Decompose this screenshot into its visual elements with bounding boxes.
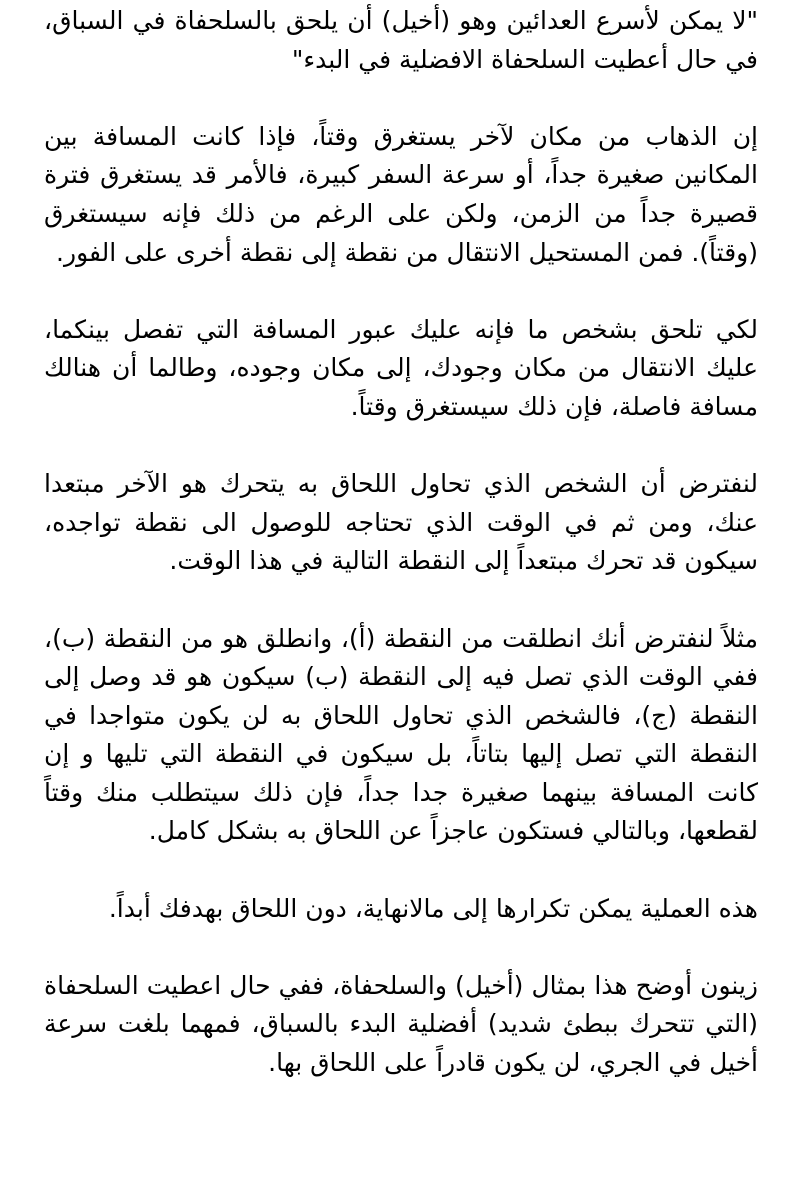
- paragraph-quote: "لا يمكن لأسرع العدائين وهو (أخيل) أن يلحق بالسلحفاة في السباق، في حال أعطيت السلحفاة الافضلية في البدء": [44, 6, 758, 74]
- paragraph: مثلاً لنفترض أنك انطلقت من النقطة (أ)، وانطلق هو من النقطة (ب)، ففي الوقت الذي تصل فيه إلى النقطة (ب) سيكون هو قد وصل إلى النقطة (ج)، فالشخص الذي تحاول اللحاق به لن يكون متواجدا في النقطة التي تصل إليها بتاتاً، بل سيكون في النقطة التي تليها و إن كانت المسافة بينهما صغيرة جدا جداً، فإن ذلك سيتطلب منك وقتاً لقطعها، وبالتالي فستكون عاجزاً عن اللحاق به بشكل كامل.: [44, 623, 758, 846]
- paragraph: هذه العملية يمكن تكرارها إلى مالانهاية، دون اللحاق بهدفك أبداً.: [108, 893, 758, 923]
- paragraph: إن الذهاب من مكان لآخر يستغرق وقتاً، فإذا كانت المسافة بين المكانين صغيرة جداً، أو سرعة السفر كبيرة، فالأمر قد يستغرق فترة قصيرة جداً من الزمن، ولكن على الرغم من ذلك فإنه سيستغرق (وقتاً). فمن المستحيل الانتقال من نقطة إلى نقطة أخرى على الفور.: [44, 121, 758, 267]
- paragraph: زينون أوضح هذا بمثال (أخيل) والسلحفاة، ففي حال اعطيت السلحفاة (التي تتحرك ببطئ شديد) أفضلية البدء بالسباق، فمهما بلغت سرعة أخيل في الجري، لن يكون قادراً على اللحاق بها.: [44, 970, 758, 1078]
- paragraph: لكي تلحق بشخص ما فإنه عليك عبور المسافة التي تفصل بينكما، عليك الانتقال من مكان وجودك، إلى مكان وجوده، وطالما أن هنالك مسافة فاصلة، فإن ذلك سيستغرق وقتاً.: [44, 314, 758, 421]
- paragraph: لنفترض أن الشخص الذي تحاول اللحاق به يتحرك هو الآخر مبتعدا عنك، ومن ثم في الوقت الذي تحتاجه للوصول الى نقطة تواجده، سيكون قد تحرك مبتعداً إلى النقطة التالية في هذا الوقت.: [44, 469, 758, 576]
